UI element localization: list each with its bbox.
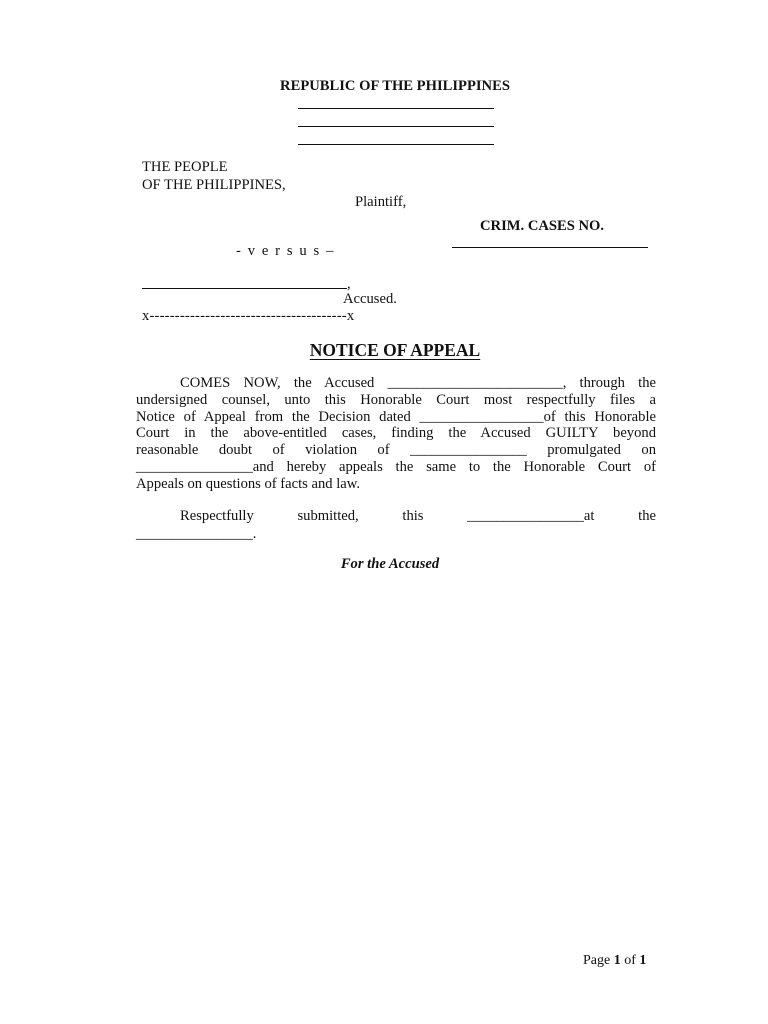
submission-line-2: ________________. bbox=[136, 526, 257, 542]
accused-comma: , bbox=[347, 276, 351, 292]
plaintiff-name-line2: OF THE PHILIPPINES, bbox=[142, 177, 286, 193]
page-number bbox=[583, 953, 646, 969]
body-paragraph bbox=[136, 375, 656, 493]
body-line-5: reasonable doubt of violation of ________________ promulgated on bbox=[136, 442, 656, 459]
page-of: of bbox=[620, 953, 640, 968]
signature-for-accused: For the Accused bbox=[340, 556, 440, 572]
body-line-3: Notice of Appeal from the Decision dated _________________of this Honorable bbox=[136, 408, 656, 425]
body-line-4: Court in the above-entitled cases, finding the Accused GUILTY beyond bbox=[136, 425, 656, 442]
court-header-title: REPUBLIC OF THE PHILIPPINES bbox=[280, 78, 510, 94]
court-city-blank-line bbox=[298, 144, 494, 145]
plaintiff-name-line1: THE PEOPLE bbox=[142, 159, 228, 175]
accused-name-blank bbox=[142, 288, 347, 289]
document-title-text: NOTICE OF APPEAL bbox=[309, 340, 481, 360]
submission-line bbox=[136, 507, 656, 525]
accused-label: Accused. bbox=[343, 291, 397, 307]
body-line-7: Appeals on questions of facts and law. bbox=[136, 475, 360, 492]
body-line-6: ________________and hereby appeals the same to the Honorable Court of bbox=[136, 458, 656, 475]
court-branch-blank-line bbox=[298, 108, 494, 109]
page-prefix: Page bbox=[583, 953, 614, 968]
page-current: 1 bbox=[613, 953, 621, 968]
versus-label: - v e r s u s – bbox=[236, 243, 335, 259]
plaintiff-label: Plaintiff, bbox=[355, 194, 407, 210]
document-title bbox=[0, 340, 768, 361]
body-line bbox=[136, 375, 656, 392]
caption-separator: x---------------------------------------x bbox=[142, 308, 355, 324]
submission-line-1: Respectfully submitted, this ________________at the bbox=[180, 508, 656, 524]
crim-cases-label: CRIM. CASES NO. bbox=[480, 218, 605, 234]
body-line-1: COMES NOW, the Accused ________________________, through the bbox=[180, 375, 656, 391]
crim-cases-number-blank bbox=[452, 247, 648, 248]
body-line-2: undersigned counsel, unto this Honorable Court most respectfully files a bbox=[136, 391, 656, 408]
page-total: 1 bbox=[639, 953, 647, 968]
submission-paragraph bbox=[136, 507, 656, 543]
court-region-blank-line bbox=[298, 126, 494, 127]
